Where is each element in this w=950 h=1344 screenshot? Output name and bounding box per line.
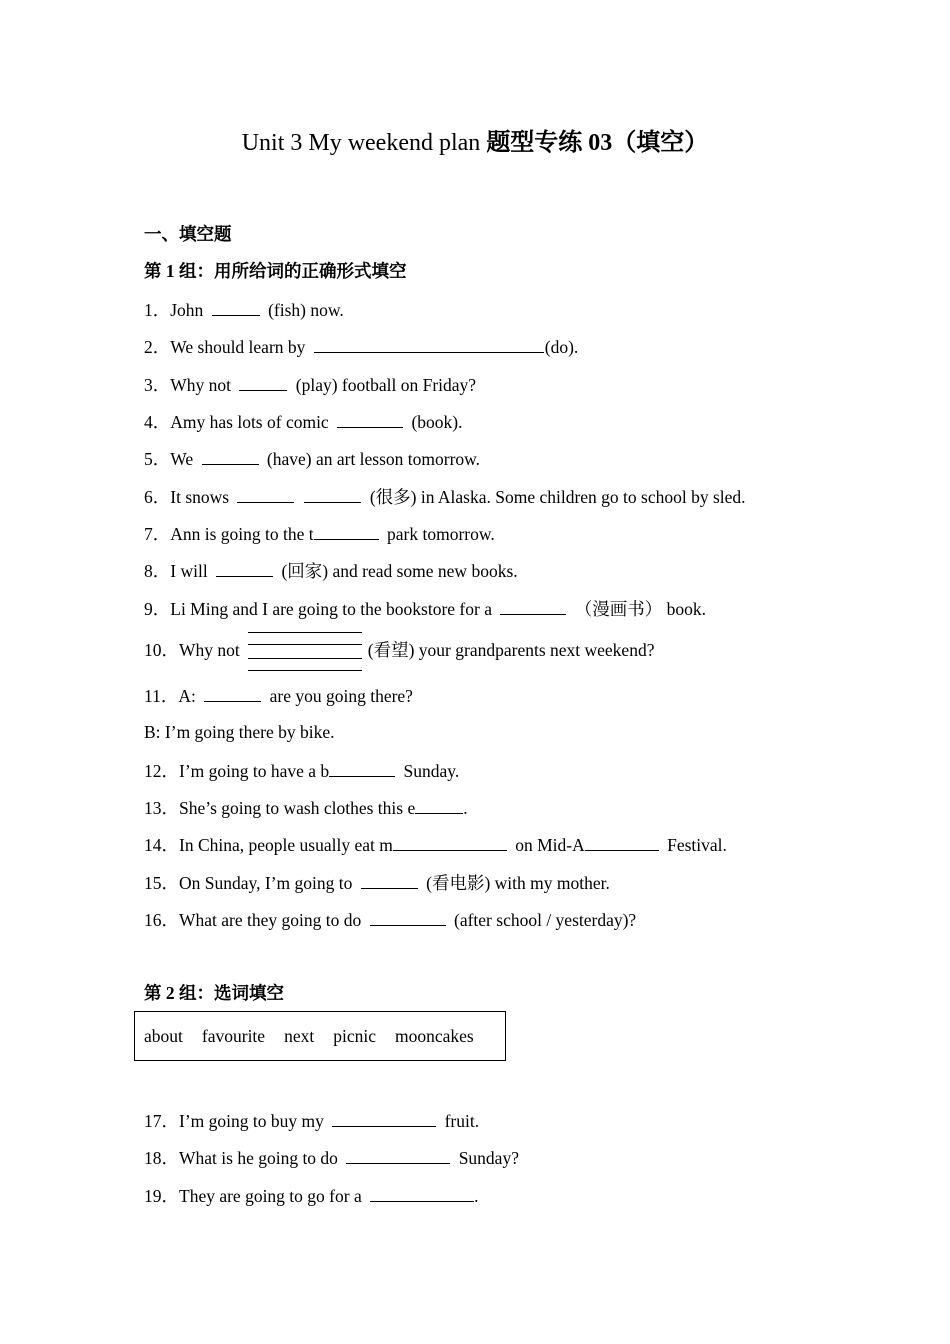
question-15: 15．On Sunday, I’m going to (看电影) with my mother. [144, 873, 610, 893]
answer-blank[interactable] [370, 1184, 474, 1202]
section-heading: 一、填空题 [144, 224, 232, 244]
answer-blank[interactable] [415, 796, 463, 814]
question-11: 11．A: are you going there? [144, 686, 413, 706]
question-8: 8．I will (回家) and read some new books. [144, 561, 518, 581]
answer-blank[interactable] [304, 485, 361, 503]
question-3: 3．Why not (play) football on Friday? [144, 375, 477, 395]
answer-blank[interactable] [212, 298, 260, 316]
word-bank-item: about [144, 1025, 183, 1046]
answer-blank[interactable] [337, 410, 403, 428]
title-chinese: 题型专练 03（填空） [486, 130, 709, 156]
question-2: 2．We should learn by (do). [144, 337, 579, 357]
answer-blank[interactable] [332, 1109, 436, 1127]
question-7: 7．Ann is going to the t park tomorrow. [144, 524, 495, 544]
question-10: 10．Why not (看望) your grandparents next weekend? [144, 630, 654, 672]
question-1: 1．John (fish) now. [144, 300, 344, 320]
answer-blank[interactable] [361, 871, 418, 889]
question-19: 19．They are going to go for a . [144, 1186, 479, 1206]
word-bank-item: next [284, 1025, 315, 1046]
question-11-answer: B: I’m going there by bike. [144, 722, 335, 742]
answer-blank[interactable] [204, 684, 261, 702]
answer-blank[interactable] [346, 1146, 450, 1164]
group2-heading: 第 2 组：选词填空 [144, 983, 284, 1003]
word-bank-item: picnic [333, 1025, 376, 1046]
answer-blank[interactable] [216, 559, 273, 577]
question-17: 17．I’m going to buy my fruit. [144, 1111, 480, 1131]
answer-blank[interactable] [202, 447, 259, 465]
answer-blank[interactable] [393, 833, 507, 851]
question-14: 14．In China, people usually eat m on Mid-A Festival. [144, 835, 727, 855]
answer-blank[interactable] [500, 597, 566, 615]
title-english: Unit 3 My weekend plan [241, 130, 487, 156]
question-13: 13．She’s going to wash clothes this e . [144, 798, 468, 818]
word-bank-item: mooncakes [394, 1025, 474, 1046]
question-18: 18．What is he going to do Sunday? [144, 1148, 519, 1168]
word-bank [134, 1011, 506, 1061]
question-16: 16．What are they going to do (after school / yesterday)? [144, 910, 637, 930]
question-6: 6．It snows (很多) in Alaska. Some children go to school by sled. [144, 487, 746, 507]
answer-blank[interactable] [237, 485, 294, 503]
question-4: 4．Amy has lots of comic (book). [144, 412, 463, 432]
answer-blank[interactable] [314, 522, 379, 540]
word-bank-item: favourite [201, 1025, 266, 1046]
answer-blank[interactable] [314, 335, 544, 353]
page-title [0, 122, 950, 157]
group1-heading: 第 1 组：用所给词的正确形式填空 [144, 261, 407, 281]
answer-blank[interactable] [329, 759, 395, 777]
answer-blank-stacked[interactable] [248, 632, 362, 672]
answer-blank[interactable] [585, 833, 659, 851]
question-9: 9．Li Ming and I are going to the bookstore for a （漫画书） book. [144, 599, 706, 619]
question-12: 12．I’m going to have a b Sunday. [144, 761, 460, 781]
question-5: 5．We (have) an art lesson tomorrow. [144, 449, 481, 469]
answer-blank[interactable] [239, 373, 287, 391]
answer-blank[interactable] [370, 908, 446, 926]
